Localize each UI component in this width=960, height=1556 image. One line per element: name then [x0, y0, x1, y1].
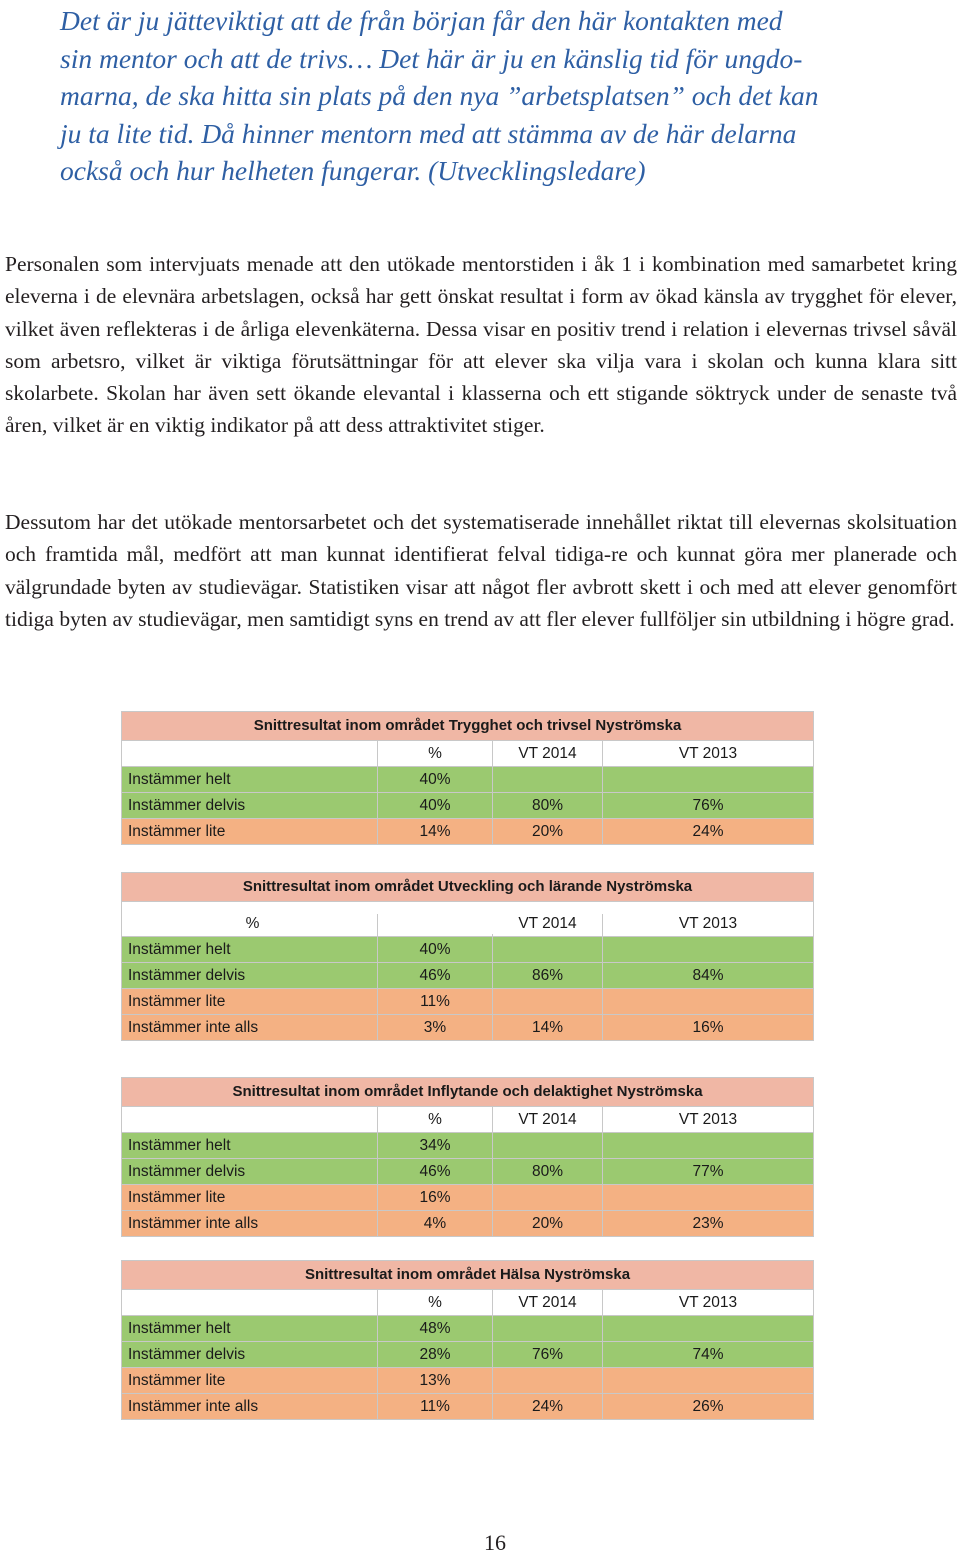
table-row: [122, 1133, 813, 1159]
results-table-inflytande: [121, 1077, 814, 1237]
table-row: [122, 793, 813, 819]
row-pct: 46%: [378, 963, 493, 988]
results-table-trygghet: [121, 711, 814, 845]
row-label: Instämmer lite: [122, 1185, 378, 1210]
row-vt2013: [603, 937, 813, 962]
row-vt2014: 76%: [493, 1342, 603, 1367]
table-row: [122, 989, 813, 1015]
header-cell-vt2013: VT 2013: [678, 915, 738, 932]
paragraph-text: Dessutom har det utökade mentorsarbetet och det systematiserade innehållet riktat till elevernas skolsituation och framtida mål, medfört att man kunnat identifierat felval tidiga-re och kunnat göra mer planerade och välgrundade byten av studievägar. Statistiken visar att något fler avbrott skett i och med att elever genomfört tidiga byten av studievägar, men samtidigt syns en trend av att fler elever fullföljer sin utbildning i högre grad.: [5, 510, 957, 631]
row-vt2014: [493, 1185, 603, 1210]
row-label: Instämmer delvis: [122, 793, 378, 818]
row-vt2014: 86%: [493, 963, 603, 988]
header-cell-vt2013: VT 2013: [678, 1111, 738, 1128]
table-title: Snittresultat inom området Utveckling och lärande Nyströmska: [122, 873, 813, 902]
header-cell-pct: %: [378, 1290, 493, 1315]
row-pct: 48%: [378, 1316, 493, 1341]
row-vt2014: [493, 989, 603, 1014]
row-pct: 11%: [378, 1394, 493, 1419]
header-cell: [122, 1107, 378, 1132]
table-row: [122, 767, 813, 793]
row-pct: 34%: [378, 1133, 493, 1158]
table-row: [122, 1015, 813, 1040]
header-cell-pct: %: [122, 914, 378, 936]
row-vt2014: [493, 1316, 603, 1341]
row-vt2014: 24%: [493, 1394, 603, 1419]
table-row: [122, 1211, 813, 1236]
quote-line: också och hur helheten fungerar.: [60, 155, 422, 186]
row-label: Instämmer inte alls: [122, 1211, 378, 1236]
quote-line: Det är ju jätteviktigt att de från början får den här kontakten med: [60, 5, 783, 36]
row-label: Instämmer helt: [122, 1316, 378, 1341]
page-number: 16: [484, 1530, 506, 1555]
row-vt2013: [603, 1316, 813, 1341]
row-vt2013: 24%: [692, 823, 724, 840]
row-vt2013: [603, 1133, 813, 1158]
quote-source: (Utvecklingsledare): [428, 155, 646, 186]
row-pct: 16%: [378, 1185, 493, 1210]
row-vt2014: 80%: [493, 1159, 603, 1184]
row-vt2013: 26%: [692, 1398, 724, 1415]
header-cell: [122, 741, 378, 766]
row-vt2014: [493, 937, 603, 962]
row-pct: 3%: [378, 1015, 493, 1040]
row-vt2013: [603, 1185, 813, 1210]
quote-line: marna, de ska hitta sin plats på den nya ”arbetsplatsen” och det kan: [60, 80, 819, 111]
row-label: Instämmer delvis: [122, 963, 378, 988]
row-label: Instämmer helt: [122, 767, 378, 792]
table-row: [122, 1316, 813, 1342]
table-header-row: [122, 741, 813, 767]
row-vt2013: [603, 989, 813, 1014]
header-cell-pct: %: [378, 741, 493, 766]
table-row: [122, 1185, 813, 1211]
row-vt2013: 77%: [692, 1163, 724, 1180]
paragraph-text: Personalen som intervjuats menade att den utökade mentorstiden i åk 1 i kombination med samarbetet kring eleverna i de elevnära arbetslagen, också har gett önskat resultat i form av ökad känsla av trygghet för elever, vilket även reflekteras i de årliga elevenkäterna. Dessa visar en positiv trend i relation i elevernas trivsel såväl som arbetsro, vilket är viktiga förutsättningar för att elever ska vilja vara i skolan och kunna klara sitt skolarbete. Skolan har även sett ökande elevantal i klasserna och ett stigande söktryck under de senaste två åren, vilket är en viktig indikator på att dess attraktivitet stiger.: [5, 252, 957, 438]
row-label: Instämmer inte alls: [122, 1015, 378, 1040]
row-vt2013: [603, 1368, 813, 1393]
header-cell-vt2014: VT 2014: [493, 1290, 603, 1315]
row-vt2014: [493, 1133, 603, 1158]
row-pct: 4%: [378, 1211, 493, 1236]
table-row: [122, 1342, 813, 1368]
row-vt2013: [603, 767, 813, 792]
header-cell-vt2013: VT 2013: [678, 745, 738, 762]
row-pct: 40%: [378, 793, 493, 818]
row-vt2014: [493, 767, 603, 792]
table-row: [122, 819, 813, 844]
row-vt2013: 23%: [692, 1215, 724, 1232]
table-title: Snittresultat inom området Hälsa Nyströmska: [122, 1261, 813, 1290]
row-vt2014: 80%: [493, 793, 603, 818]
header-cell-vt2014: VT 2014: [493, 741, 603, 766]
header-cell: [122, 1290, 378, 1315]
header-cell-vt2013: VT 2013: [678, 1294, 738, 1311]
table-title: Snittresultat inom området Inflytande och delaktighet Nyströmska: [122, 1078, 813, 1107]
row-label: Instämmer lite: [122, 819, 378, 844]
table-title: Snittresultat inom området Trygghet och trivsel Nyströmska: [122, 712, 813, 741]
row-vt2014: 20%: [493, 819, 603, 844]
table-header-row: [122, 902, 813, 937]
row-vt2013: 76%: [692, 797, 724, 814]
header-cell-pct: %: [378, 1107, 493, 1132]
row-label: Instämmer delvis: [122, 1159, 378, 1184]
row-vt2013: 16%: [692, 1019, 724, 1036]
quote-line-last: [60, 152, 900, 190]
table-header-row: [122, 1107, 813, 1133]
row-pct: 13%: [378, 1368, 493, 1393]
row-label: Instämmer helt: [122, 937, 378, 962]
row-pct: 40%: [378, 767, 493, 792]
row-pct: 11%: [378, 989, 493, 1014]
row-label: Instämmer lite: [122, 1368, 378, 1393]
row-label: Instämmer inte alls: [122, 1394, 378, 1419]
header-cell-vt2014: VT 2014: [493, 914, 603, 936]
table-header-row: [122, 1290, 813, 1316]
table-row: [122, 1159, 813, 1185]
row-label: Instämmer delvis: [122, 1342, 378, 1367]
quote-line: ju ta lite tid. Då hinner mentorn med att stämma av de här delarna: [60, 117, 797, 149]
table-row: [122, 1368, 813, 1394]
table-row: [122, 1394, 813, 1419]
interview-quote: [60, 2, 900, 190]
body-paragraph-1: [5, 248, 957, 442]
row-pct: 14%: [378, 819, 493, 844]
row-pct: 40%: [378, 937, 493, 962]
row-vt2014: 14%: [493, 1015, 603, 1040]
quote-line: sin mentor och att de trivs… Det här är ju en känslig tid för ungdo-: [60, 42, 803, 74]
row-vt2014: [493, 1368, 603, 1393]
row-vt2014: 20%: [493, 1211, 603, 1236]
header-cell: [378, 934, 493, 936]
row-vt2013: 74%: [692, 1346, 724, 1363]
row-pct: 28%: [378, 1342, 493, 1367]
row-label: Instämmer lite: [122, 989, 378, 1014]
results-table-halsa: [121, 1260, 814, 1420]
body-paragraph-2: [5, 506, 957, 635]
table-row: [122, 937, 813, 963]
row-pct: 46%: [378, 1159, 493, 1184]
header-cell-vt2014: VT 2014: [493, 1107, 603, 1132]
row-label: Instämmer helt: [122, 1133, 378, 1158]
row-vt2013: 84%: [692, 967, 724, 984]
results-table-utveckling: [121, 872, 814, 1041]
table-row: [122, 963, 813, 989]
